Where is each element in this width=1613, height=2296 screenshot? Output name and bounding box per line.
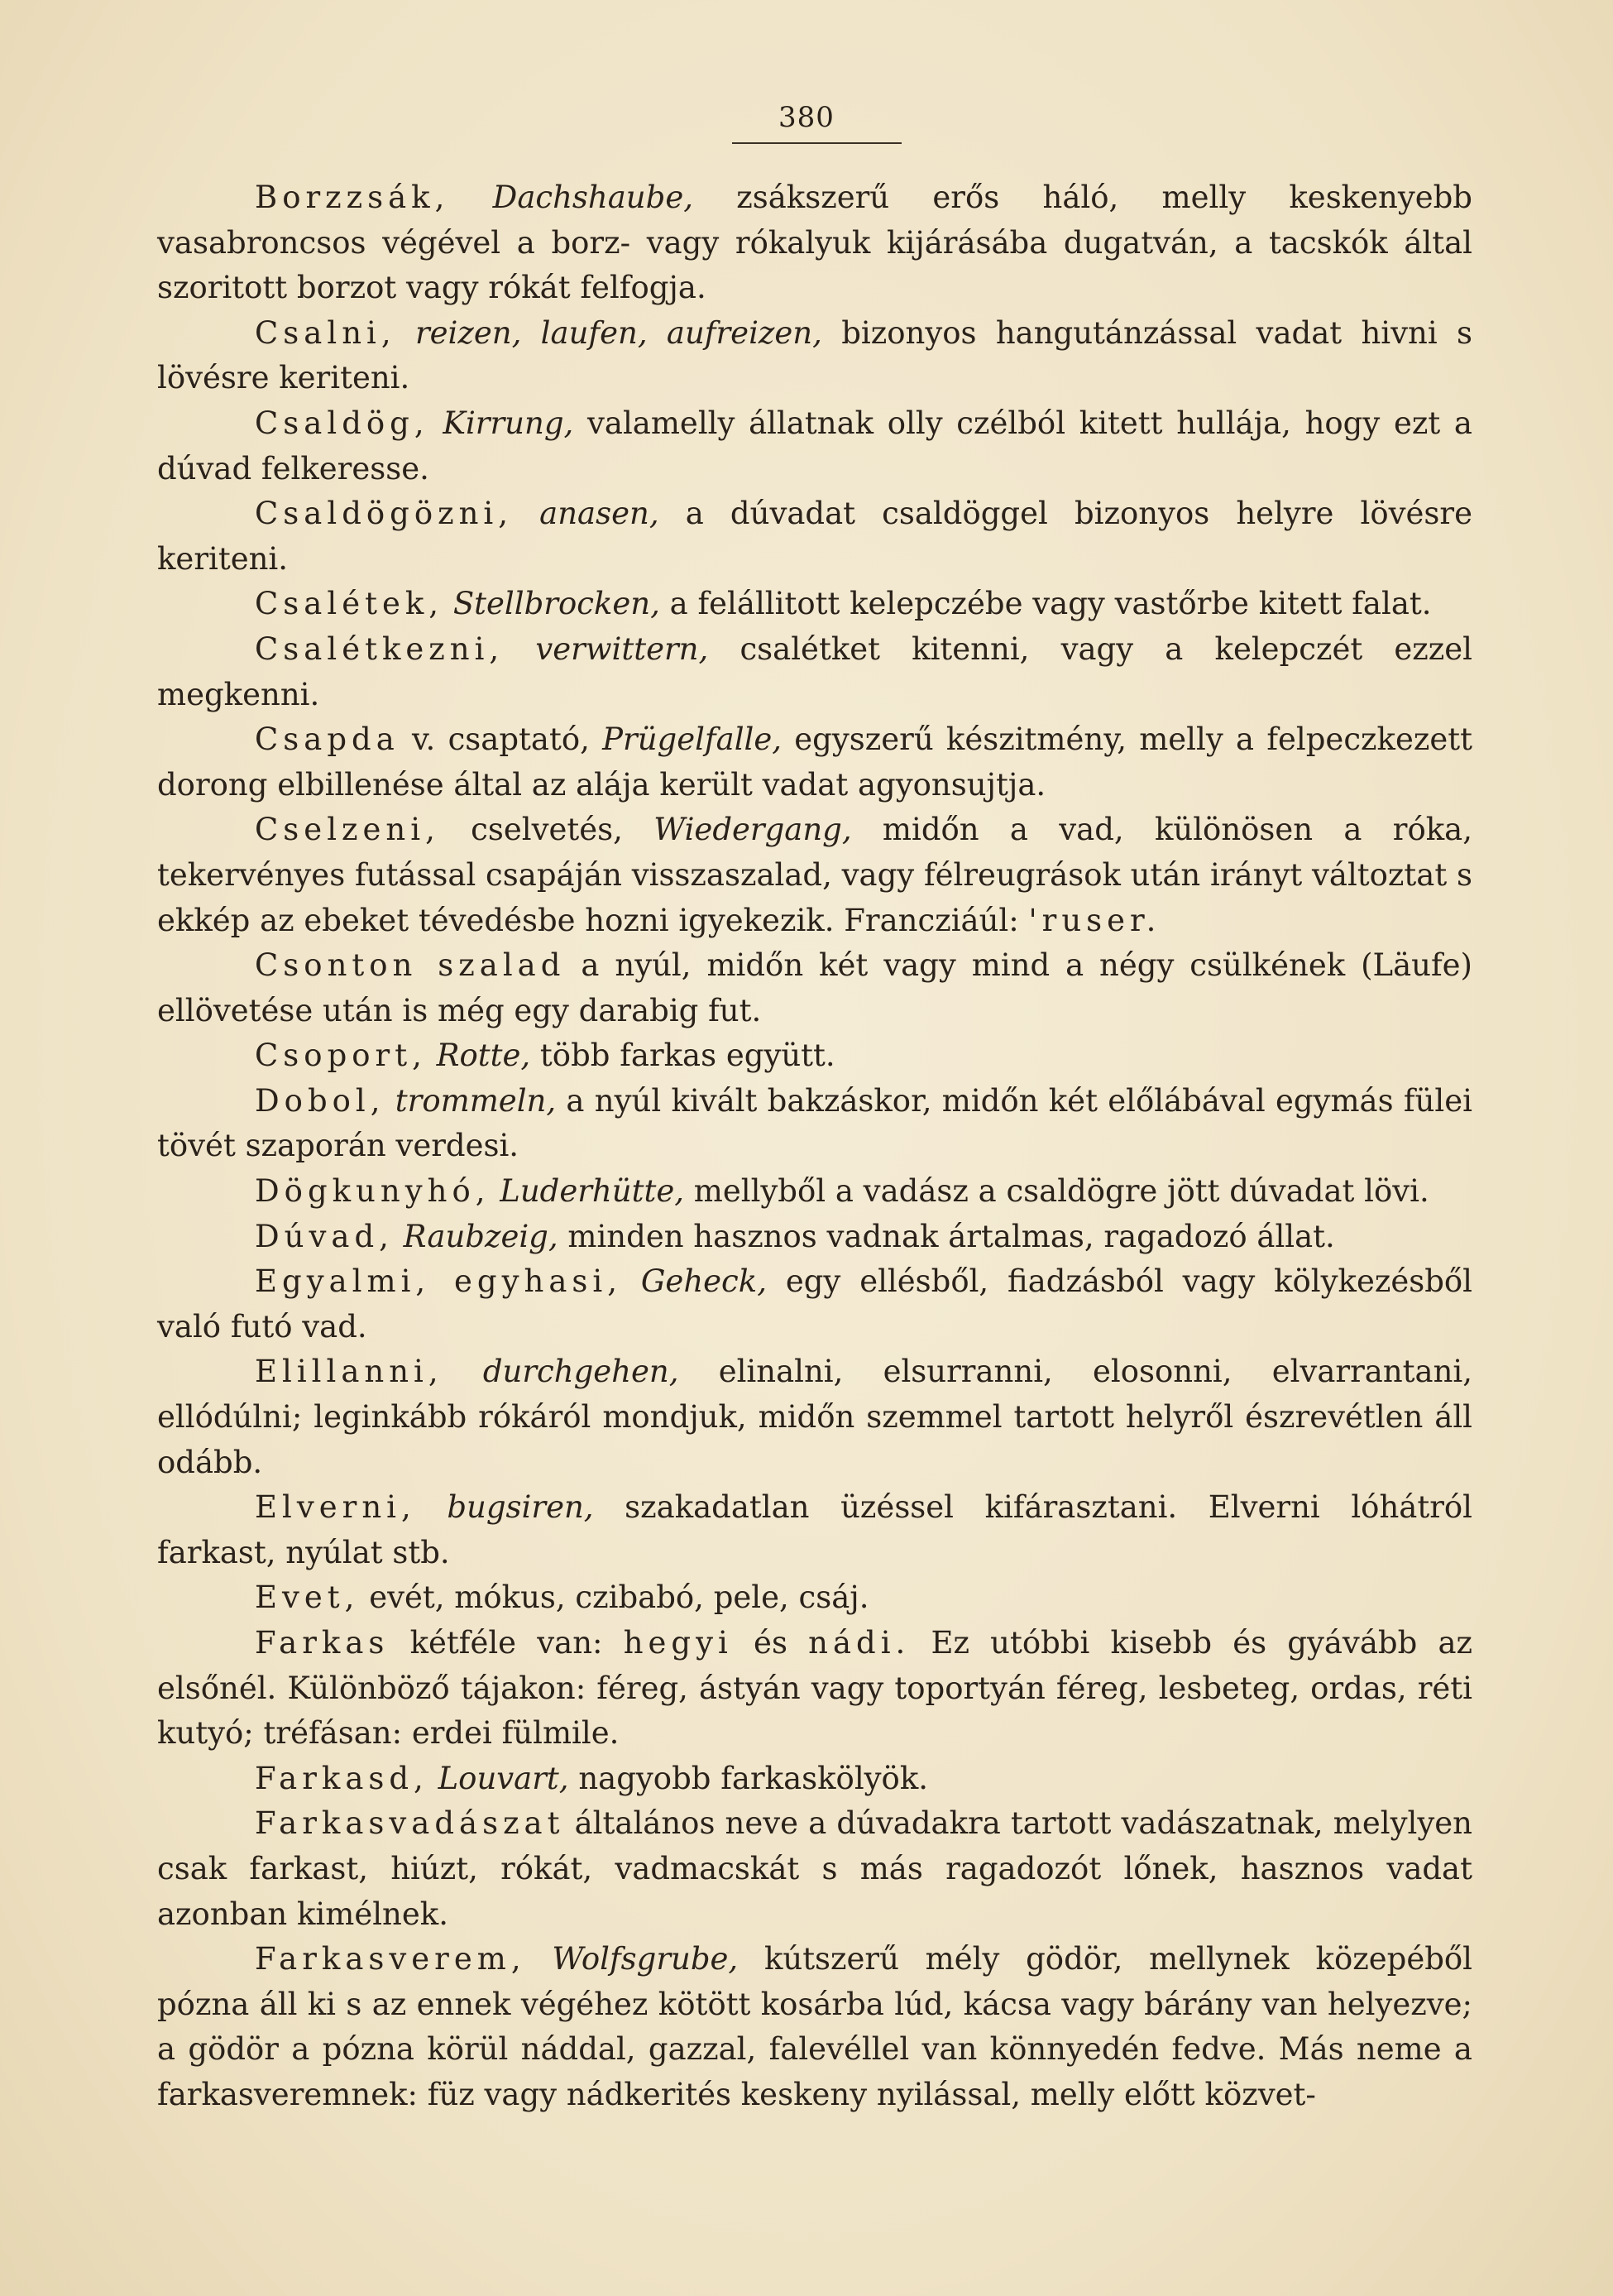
entry-german: verwittern, xyxy=(535,630,709,667)
entry-german: Prügelfalle, xyxy=(602,721,783,758)
entry xyxy=(157,1169,1472,1215)
entry-german: reizen, laufen, aufreizen, xyxy=(414,314,822,351)
entry xyxy=(157,1801,1472,1937)
entry-headword: Csalni, xyxy=(255,314,396,351)
entry xyxy=(157,311,1472,401)
entry-definition: zsákszerű erős háló, melly keskenyebb vasabroncsos végével a borz- vagy rókalyuk kijárásába dugatván, a tacskók által szoritott borzot vagy rókát felfogja. xyxy=(157,180,1472,306)
entry xyxy=(157,1621,1472,1757)
entry-headword: Egyalmi, egyhasi, xyxy=(255,1263,622,1300)
entry-headword: Csalétkezni, xyxy=(255,630,505,667)
entry-german: Rotte, xyxy=(436,1038,531,1074)
page-number: 380 xyxy=(778,101,835,134)
entry-definition: a dúvadat csaldöggel bizonyos helyre lövésre keriteni. xyxy=(157,496,1473,577)
entry-definition: nagyobb farkaskölyök. xyxy=(578,1760,929,1796)
entry-french-term: 'ruser. xyxy=(1028,902,1161,938)
entry xyxy=(157,491,1472,582)
entry-definition: valamelly állatnak olly czélból kitett hullája, hogy ezt a dúvad felkeresse. xyxy=(157,405,1472,487)
entry-definition-conjunction: és xyxy=(754,1625,787,1661)
entry-definition: kútszerű mély gödör, mellynek közepéből pózna áll ki s az ennek végéhez kötött kosárba lúd, kácsa vagy bárány van helyezve; a gödör a pózna körül náddal, gazzal, falevéllel van könnyedén fedve. Más neme a farkasveremnek: füz vagy nádkerités keskeny nyilással, melly előtt közvet- xyxy=(157,1941,1473,2112)
entry xyxy=(157,1575,1472,1621)
entry-german: Stellbrocken, xyxy=(452,586,660,622)
entry-definition: mellyből a vadász a csaldögre jött dúvadat lövi. xyxy=(693,1173,1429,1210)
entry-definition: egy ellésből, fiadzásból vagy kölykezésből való futó vad. xyxy=(157,1263,1473,1345)
entry-definition: a nyúl kivált bakzáskor, midőn két előlábával egymás fülei tövét szaporán verdesi. xyxy=(157,1082,1472,1164)
entry-headword: Farkasd, xyxy=(255,1760,428,1796)
entry-headword: Elverni, xyxy=(255,1489,416,1526)
entry-headword: Csonton szalad xyxy=(255,947,566,984)
dictionary-body xyxy=(157,175,1472,2118)
entry-headword: Dögkunyhó, xyxy=(255,1173,491,1210)
entry-definition: általános neve a dúvadakra tartott vadászatnak, melylyen csak farkast, hiúzt, rókát, vadmacskát s más ragadozót lőnek, hasznos vadat azonban kimélnek. xyxy=(157,1805,1472,1932)
entry-headword: Evet, xyxy=(255,1579,360,1616)
entry-german: anasen, xyxy=(539,496,659,532)
entry xyxy=(157,1215,1472,1260)
entry-headword: Borzzsák, xyxy=(255,180,450,215)
entry-definition: több farkas együtt. xyxy=(539,1038,835,1074)
entry-headword: Csaldögözni, xyxy=(255,496,514,532)
entry-definition: egyszerű készitmény, melly a felpeczkezett dorong elbillenése által az alája került vadat agyonsujtja. xyxy=(157,721,1472,803)
entry-headword: Csoport, xyxy=(255,1038,427,1074)
entry-headword: Farkasverem, xyxy=(255,1941,526,1977)
header-rule xyxy=(732,142,902,144)
entry-definition: minden hasznos vadnak ártalmas, ragadozó állat. xyxy=(567,1218,1335,1254)
entry-german: Geheck, xyxy=(640,1263,767,1300)
entry-german: Raubzeig, xyxy=(403,1218,558,1254)
entry-variety-reed: nádi. xyxy=(808,1625,911,1661)
entry-definition: elinalni, elsurranni, elosonni, elvarrantani, ellódúlni; leginkább rókáról mondjuk, midőn szemmel tartott helyről észrevétlen áll odább. xyxy=(157,1354,1473,1480)
entry-german: Luderhütte, xyxy=(500,1173,684,1210)
entry-german: Kirrung, xyxy=(443,405,574,441)
entry-headword: Csalétek, xyxy=(255,586,444,622)
entry xyxy=(157,808,1472,943)
entry-definition: kétféle van: xyxy=(409,1625,603,1661)
entry-headword: Farkasvadászat xyxy=(255,1805,565,1842)
entry xyxy=(157,1033,1472,1079)
entry xyxy=(157,717,1472,808)
entry-definition: a felállitott kelepczébe vagy vastőrbe kitett falat. xyxy=(669,586,1432,622)
entry-definition: a nyúl, midőn két vagy mind a négy csülkének (Läufe) ellövetése után is még egy darabig fut. xyxy=(157,947,1472,1028)
entry-definition: szakadatlan üzéssel kifárasztani. Elverni lóhátról farkast, nyúlat stb. xyxy=(157,1489,1473,1570)
entry-german: Dachshaube, xyxy=(492,180,693,215)
entry-variant: cselvetés, xyxy=(471,812,623,848)
entry-variant: v. csaptató, xyxy=(412,721,590,758)
entry-german: trommeln, xyxy=(395,1082,557,1119)
entry xyxy=(157,943,1472,1033)
entry xyxy=(157,1757,1472,1802)
entry-definition-rest: Ez utóbbi kisebb és gyávább az elsőnél. Különböző tájakon: féreg, ástyán vagy toportyán féreg, lesbeteg, ordas, réti kutyó; tréfásan: erdei fülmile. xyxy=(157,1625,1472,1752)
entry-german: durchgehen, xyxy=(482,1354,679,1390)
entry xyxy=(157,1079,1472,1169)
entry xyxy=(157,1485,1472,1575)
entry xyxy=(157,175,1472,311)
entry-headword: Csapda xyxy=(255,721,400,758)
entry xyxy=(157,1259,1472,1349)
entry-german: Wiedergang, xyxy=(653,812,852,848)
entry-headword: Dúvad, xyxy=(255,1218,394,1254)
entry xyxy=(157,582,1472,627)
entry-definition: csalétket kitenni, vagy a kelepczét ezzel megkenni. xyxy=(157,630,1473,712)
entry xyxy=(157,401,1472,491)
entry-headword: Farkas xyxy=(255,1625,390,1661)
entry-headword: Cselzeni, xyxy=(255,812,440,848)
entry-headword: Csaldög, xyxy=(255,405,429,441)
entry-german: bugsiren, xyxy=(447,1489,594,1526)
entry-definition: evét, mókus, czibabó, pele, csáj. xyxy=(369,1579,869,1616)
entry xyxy=(157,1937,1472,2117)
entry-definition: bizonyos hangutánzással vadat hivni s lövésre keriteni. xyxy=(157,314,1472,396)
entry-headword: Elillanni, xyxy=(255,1354,443,1390)
entry xyxy=(157,1349,1472,1485)
entry-headword: Dobol, xyxy=(255,1082,385,1119)
entry xyxy=(157,627,1472,717)
entry-german: Louvart, xyxy=(438,1760,569,1796)
entry-definition: midőn a vad, különösen a róka, tekervényes futással csapáján visszaszalad, vagy félreugrások után irányt változtat s ekkép az ebeket tévedésbe hozni igyekezik. Francziáúl: xyxy=(157,812,1472,938)
entry-variety-mountain: hegyi xyxy=(623,1625,733,1661)
entry-german: Wolfsgrube, xyxy=(552,1941,739,1977)
